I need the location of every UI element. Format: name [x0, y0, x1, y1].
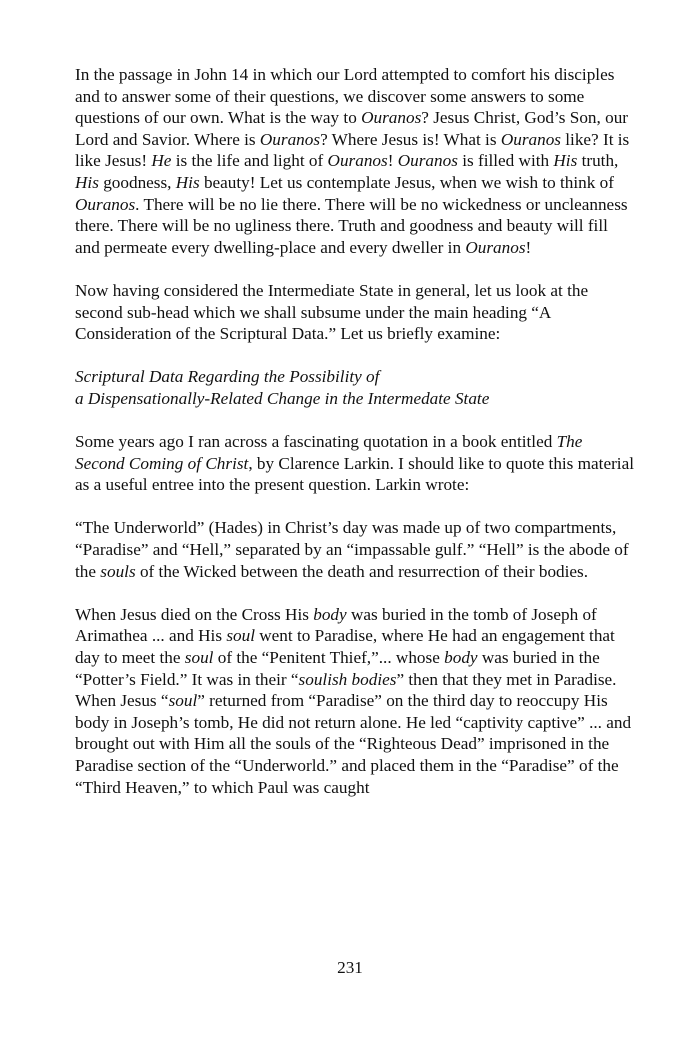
- text-run: In the passage in John 14 in which our Lord attempted to comfort his disciples and to answer some of their questions, we discover some answers to some questions of our own. What is the way to: [75, 65, 615, 128]
- text-run: , by Clarence Larkin. I should like to quote this material as a useful entree into the present question. Larkin wrote:: [75, 453, 634, 495]
- paragraph-intermediate-state: [75, 280, 635, 345]
- text-run: like? It is like Jesus!: [75, 129, 630, 171]
- italic-run: Ouranos: [327, 151, 388, 171]
- italic-run: soulish bodies: [298, 669, 397, 689]
- page-number: 231: [337, 958, 363, 977]
- italic-run: soul: [168, 691, 198, 711]
- italic-run: Ouranos: [465, 237, 526, 257]
- text-run: Now having considered the Intermediate State in general, let us look at the second sub-head which we shall subsume under the main heading “A Consideration of the Scriptural Data.” Let us briefly examine:: [75, 280, 589, 344]
- section-heading: [75, 366, 635, 409]
- italic-run: Ouranos: [361, 108, 422, 128]
- italic-run: His: [175, 172, 200, 192]
- text-run: “The Underworld” (Hades) in Christ’s day was made up of two compartments, “Paradise” and “Hell,” separated by an “impassable gulf.” “Hell” is the abode of the: [75, 518, 629, 581]
- paragraph-larkin-intro: [75, 431, 635, 496]
- text-run: ” returned from “Paradise” on the third day to reoccupy His body in Joseph’s tomb, He did not return alone. He led “captivity captive” ... and brought out with Him all the souls of the “Righteous Dead” imprisoned in the Paradise section of the “Underworld.” and placed them in the “Paradise” of the “Third Heaven,” to which Paul was caught: [75, 691, 632, 797]
- italic-run: Ouranos: [500, 129, 561, 149]
- text-run: of the Wicked between the death and resurrection of their bodies.: [135, 561, 589, 581]
- text-run: Some years ago I ran across a fascinating quotation in a book entitled: [75, 432, 557, 452]
- text-run: is the life and light of: [171, 151, 328, 171]
- section-heading-line-2: a Dispensationally-Related Change in the Intermedate State: [75, 388, 490, 408]
- text-run: !: [387, 151, 398, 171]
- section-heading-line-1: Scriptural Data Regarding the Possibility of: [75, 367, 380, 387]
- italic-run: His: [553, 151, 578, 171]
- italic-run: body: [313, 604, 347, 624]
- italic-run: The Second Coming of Christ: [75, 432, 583, 473]
- text-run: is filled with: [457, 151, 554, 171]
- italic-run: Ouranos: [75, 194, 136, 214]
- paragraph-ouranos: [75, 64, 635, 258]
- italic-run: body: [444, 648, 478, 668]
- text-run: ? Where Jesus is! What is: [320, 129, 501, 149]
- italic-run: souls: [100, 561, 136, 581]
- italic-run: Ouranos: [259, 129, 321, 149]
- text-run: !: [525, 237, 532, 257]
- text-run: goodness,: [98, 172, 176, 192]
- text-run: went to Paradise, where He had an engagement that day to meet the: [75, 626, 615, 668]
- text-run: ” then that they met in Paradise. When Jesus “: [75, 669, 617, 711]
- italic-run: Ouranos: [397, 151, 458, 171]
- italic-run: soul: [226, 626, 255, 646]
- italic-run: soul: [184, 648, 214, 668]
- italic-run: He: [151, 151, 172, 171]
- italic-run: His: [75, 172, 99, 192]
- text-run: truth,: [577, 151, 619, 171]
- text-run: beauty! Let us contemplate Jesus, when we wish to think of: [199, 172, 614, 192]
- page-body: [75, 64, 635, 820]
- text-run: was buried in the “Potter’s Field.” It was in their “: [75, 648, 600, 689]
- text-run: When Jesus died on the Cross His: [75, 604, 314, 624]
- block-quote-underworld: [75, 517, 635, 582]
- text-run: . There will be no lie there. There will be no wickedness or uncleanness there. There will be no ugliness there. Truth and goodness and beauty will fill and permeate every dwelling-place and every dweller in: [75, 194, 628, 257]
- text-run: of the “Penitent Thief,”... whose: [213, 648, 445, 668]
- text-run: was buried in the tomb of Joseph of Arimathea ... and His: [75, 604, 597, 646]
- block-quote-cross: [75, 604, 635, 798]
- text-run: ? Jesus Christ, God’s Son, our Lord and Savior. Where is: [75, 108, 629, 149]
